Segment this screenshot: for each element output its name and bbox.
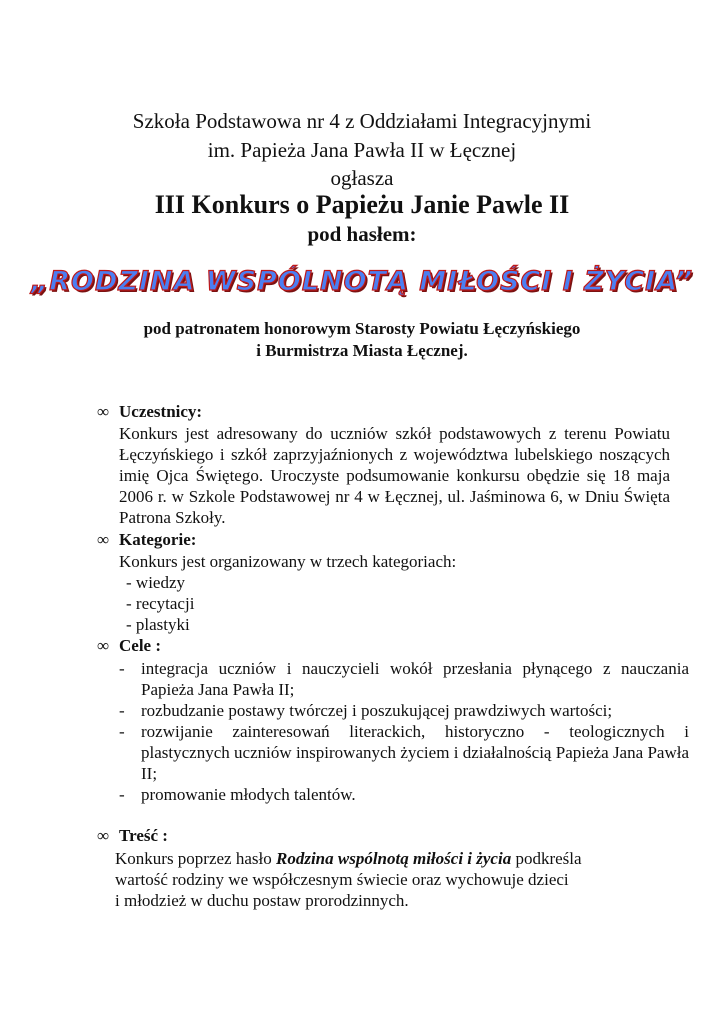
goals-list <box>119 658 689 805</box>
announces-text: ogłasza <box>330 166 394 190</box>
goal-text: rozwijanie zainteresowań literackich, historyczno - teologicznych i plastycznych uczniów inspirowanych życiem i działalnością Papieża Jana Pawła II; <box>141 722 689 783</box>
list-item <box>119 658 689 700</box>
dash-marker: - <box>119 785 125 804</box>
goals-heading-label: Cele : <box>119 636 162 655</box>
dash-marker: - <box>119 701 125 720</box>
dash-marker: - <box>119 722 125 741</box>
school-name-line1: Szkoła Podstawowa nr 4 z Oddziałami Integracyjnymi <box>132 109 592 133</box>
infinity-bullet-icon: ∞ <box>97 402 110 421</box>
content-line1 <box>115 848 582 869</box>
participants-heading-label: Uczestnicy: <box>119 402 203 421</box>
goal-text: rozbudzanie postawy twórczej i poszukującej prawdziwych wartości; <box>141 701 613 720</box>
content-line2: wartość rodziny we współczesnym świecie oraz wychowuje dzieci <box>115 870 569 889</box>
list-item: - wiedzy <box>126 573 186 592</box>
patronage-line2: i Burmistrza Miasta Łęcznej. <box>256 341 468 360</box>
section-content-heading <box>97 826 168 846</box>
content-heading-label: Treść : <box>119 826 168 845</box>
dash-marker: - <box>119 659 125 678</box>
infinity-bullet-icon: ∞ <box>97 826 110 845</box>
goal-text: promowanie młodych talentów. <box>141 785 356 804</box>
content-slogan-emphasis: Rodzina wspólnotą miłości i życia <box>276 849 512 868</box>
categories-intro: Konkurs jest organizowany w trzech kategoriach: <box>119 552 457 571</box>
contest-title: III Konkurs o Papieżu Janie Pawle II <box>154 190 570 219</box>
participants-text: Konkurs jest adresowany do uczniów szkół podstawowych z terenu Powiatu Łęczyńskiego i szkół zaprzyjaźnionych z województwa lubelskiego noszących imię Ojca Świętego. Uroczyste podsumowanie konkursu obędzie się 18 maja 2006 r. w Szkole Podstawowej nr 4 w Łęcznej, ul. Jaśminowa 6, w Dniu Święta Patrona Szkoły. <box>119 424 670 527</box>
section-goals-heading <box>97 636 161 656</box>
infinity-bullet-icon: ∞ <box>97 530 110 549</box>
goal-text: integracja uczniów i nauczycieli wokół przesłania płynącego z nauczania Papieża Jana Pawła II; <box>141 659 689 699</box>
section-participants-heading <box>97 402 202 422</box>
contest-slogan: „RODZINA WSPÓLNOTĄ MIŁOŚCI I ŻYCIA” <box>30 266 694 297</box>
categories-heading-label: Kategorie: <box>119 530 197 549</box>
content-line3: i młodzież w duchu postaw prorodzinnych. <box>115 891 409 910</box>
slogan-intro: pod hasłem: <box>307 222 417 246</box>
content-line1-end: podkreśla <box>511 849 582 868</box>
patronage-line1: pod patronatem honorowym Starosty Powiatu Łęczyńskiego <box>143 319 581 338</box>
content-line1-start: Konkurs poprzez hasło <box>115 849 276 868</box>
school-name-line2: im. Papieża Jana Pawła II w Łęcznej <box>207 138 517 162</box>
categories-list <box>126 572 194 635</box>
infinity-bullet-icon: ∞ <box>97 636 110 655</box>
list-item: - plastyki <box>126 615 190 634</box>
section-categories-heading <box>97 530 196 550</box>
list-item: - recytacji <box>126 594 195 613</box>
list-item <box>119 721 689 784</box>
list-item <box>119 784 689 805</box>
list-item <box>119 700 689 721</box>
